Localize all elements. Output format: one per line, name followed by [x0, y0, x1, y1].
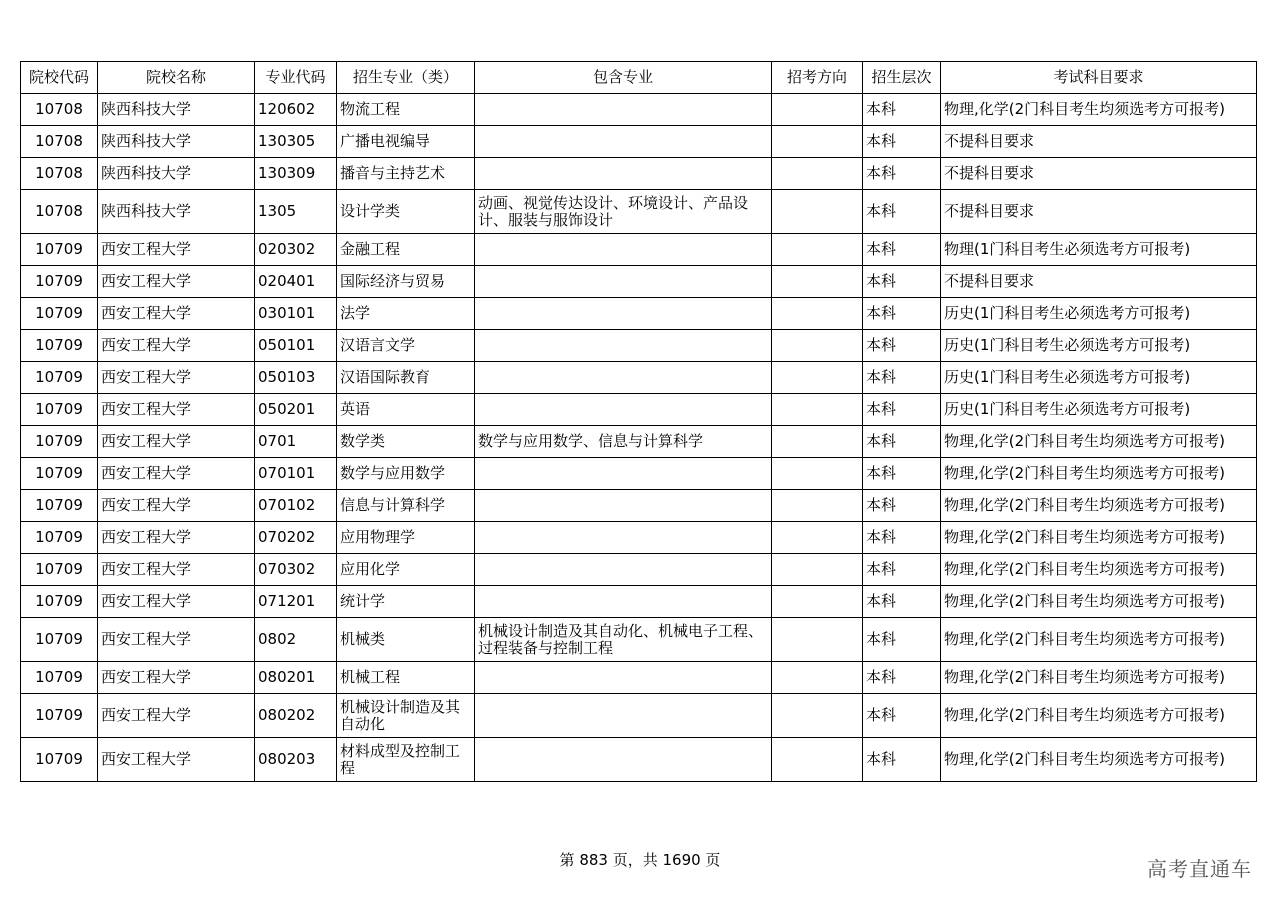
cell-included-majors [475, 490, 772, 522]
cell-subject-requirement: 物理,化学(2门科目考生均须选考方可报考) [941, 586, 1257, 618]
table-row [21, 94, 1257, 126]
cell-subject-requirement: 物理,化学(2门科目考生均须选考方可报考) [941, 426, 1257, 458]
cell-subject-requirement: 历史(1门科目考生必须选考方可报考) [941, 330, 1257, 362]
cell-school-name: 西安工程大学 [98, 426, 255, 458]
header-included-majors: 包含专业 [475, 62, 772, 94]
cell-included-majors: 机械设计制造及其自动化、机械电子工程、过程装备与控制工程 [475, 618, 772, 662]
cell-major-code: 050201 [255, 394, 337, 426]
cell-level: 本科 [863, 694, 941, 738]
cell-school-name: 西安工程大学 [98, 738, 255, 782]
cell-school-name: 西安工程大学 [98, 266, 255, 298]
cell-level: 本科 [863, 158, 941, 190]
cell-level: 本科 [863, 190, 941, 234]
cell-school-name: 西安工程大学 [98, 490, 255, 522]
cell-level: 本科 [863, 362, 941, 394]
cell-major: 机械设计制造及其自动化 [337, 694, 475, 738]
cell-included-majors [475, 738, 772, 782]
cell-level: 本科 [863, 490, 941, 522]
cell-major: 广播电视编导 [337, 126, 475, 158]
cell-school-name: 西安工程大学 [98, 586, 255, 618]
cell-major: 汉语国际教育 [337, 362, 475, 394]
table-row [21, 190, 1257, 234]
cell-school-code: 10709 [21, 362, 98, 394]
cell-direction [772, 266, 863, 298]
cell-school-code: 10709 [21, 394, 98, 426]
cell-included-majors: 动画、视觉传达设计、环境设计、产品设计、服装与服饰设计 [475, 190, 772, 234]
cell-included-majors: 数学与应用数学、信息与计算科学 [475, 426, 772, 458]
cell-level: 本科 [863, 298, 941, 330]
cell-direction [772, 618, 863, 662]
cell-subject-requirement: 历史(1门科目考生必须选考方可报考) [941, 394, 1257, 426]
cell-included-majors [475, 266, 772, 298]
cell-school-code: 10709 [21, 266, 98, 298]
cell-major: 汉语言文学 [337, 330, 475, 362]
cell-major: 应用物理学 [337, 522, 475, 554]
table-row [21, 586, 1257, 618]
cell-direction [772, 738, 863, 782]
cell-direction [772, 394, 863, 426]
cell-subject-requirement: 物理,化学(2门科目考生均须选考方可报考) [941, 554, 1257, 586]
cell-major-code: 0802 [255, 618, 337, 662]
cell-school-code: 10709 [21, 234, 98, 266]
cell-level: 本科 [863, 522, 941, 554]
cell-direction [772, 158, 863, 190]
cell-included-majors [475, 126, 772, 158]
cell-major: 信息与计算科学 [337, 490, 475, 522]
cell-subject-requirement: 不提科目要求 [941, 266, 1257, 298]
cell-major-code: 080203 [255, 738, 337, 782]
table-row [21, 694, 1257, 738]
cell-major: 英语 [337, 394, 475, 426]
table-row [21, 426, 1257, 458]
cell-major: 物流工程 [337, 94, 475, 126]
table-row [21, 330, 1257, 362]
cell-major-code: 1305 [255, 190, 337, 234]
header-school-name: 院校名称 [98, 62, 255, 94]
cell-major-code: 070102 [255, 490, 337, 522]
cell-direction [772, 126, 863, 158]
table-body [21, 94, 1257, 782]
cell-school-name: 西安工程大学 [98, 618, 255, 662]
cell-level: 本科 [863, 234, 941, 266]
header-major-code: 专业代码 [255, 62, 337, 94]
cell-major: 应用化学 [337, 554, 475, 586]
cell-subject-requirement: 物理,化学(2门科目考生均须选考方可报考) [941, 738, 1257, 782]
cell-level: 本科 [863, 618, 941, 662]
cell-subject-requirement: 物理,化学(2门科目考生均须选考方可报考) [941, 490, 1257, 522]
cell-included-majors [475, 298, 772, 330]
cell-direction [772, 522, 863, 554]
table-row [21, 738, 1257, 782]
cell-major-code: 130305 [255, 126, 337, 158]
table-row [21, 554, 1257, 586]
table-row [21, 394, 1257, 426]
cell-included-majors [475, 458, 772, 490]
cell-level: 本科 [863, 394, 941, 426]
cell-subject-requirement: 物理,化学(2门科目考生均须选考方可报考) [941, 694, 1257, 738]
cell-major: 机械工程 [337, 662, 475, 694]
cell-direction [772, 458, 863, 490]
cell-direction [772, 330, 863, 362]
cell-school-code: 10709 [21, 694, 98, 738]
cell-school-code: 10709 [21, 554, 98, 586]
cell-school-code: 10709 [21, 298, 98, 330]
cell-school-code: 10709 [21, 738, 98, 782]
cell-direction [772, 362, 863, 394]
cell-direction [772, 694, 863, 738]
cell-school-name: 陕西科技大学 [98, 158, 255, 190]
cell-direction [772, 94, 863, 126]
cell-major: 数学类 [337, 426, 475, 458]
cell-level: 本科 [863, 458, 941, 490]
cell-subject-requirement: 历史(1门科目考生必须选考方可报考) [941, 298, 1257, 330]
header-direction: 招考方向 [772, 62, 863, 94]
cell-major: 法学 [337, 298, 475, 330]
cell-major: 播音与主持艺术 [337, 158, 475, 190]
cell-major-code: 020302 [255, 234, 337, 266]
cell-level: 本科 [863, 330, 941, 362]
cell-level: 本科 [863, 94, 941, 126]
cell-major-code: 070302 [255, 554, 337, 586]
cell-included-majors [475, 94, 772, 126]
table-row [21, 618, 1257, 662]
cell-school-name: 西安工程大学 [98, 298, 255, 330]
table-header-row [21, 62, 1257, 94]
cell-subject-requirement: 物理,化学(2门科目考生均须选考方可报考) [941, 522, 1257, 554]
cell-school-name: 西安工程大学 [98, 694, 255, 738]
cell-school-name: 西安工程大学 [98, 554, 255, 586]
cell-included-majors [475, 522, 772, 554]
cell-subject-requirement: 物理,化学(2门科目考生均须选考方可报考) [941, 458, 1257, 490]
cell-major-code: 0701 [255, 426, 337, 458]
cell-school-code: 10709 [21, 522, 98, 554]
cell-school-code: 10709 [21, 618, 98, 662]
cell-school-name: 西安工程大学 [98, 662, 255, 694]
cell-major-code: 070101 [255, 458, 337, 490]
table-row [21, 126, 1257, 158]
cell-major: 国际经济与贸易 [337, 266, 475, 298]
cell-school-code: 10709 [21, 330, 98, 362]
cell-subject-requirement: 不提科目要求 [941, 158, 1257, 190]
cell-level: 本科 [863, 738, 941, 782]
cell-school-name: 西安工程大学 [98, 458, 255, 490]
header-level: 招生层次 [863, 62, 941, 94]
cell-major-code: 120602 [255, 94, 337, 126]
cell-direction [772, 190, 863, 234]
table-row [21, 234, 1257, 266]
page-number: 第 883 页，共 1690 页 [559, 851, 721, 869]
cell-major: 统计学 [337, 586, 475, 618]
cell-level: 本科 [863, 126, 941, 158]
cell-major: 设计学类 [337, 190, 475, 234]
cell-major-code: 080202 [255, 694, 337, 738]
cell-direction [772, 490, 863, 522]
cell-subject-requirement: 历史(1门科目考生必须选考方可报考) [941, 362, 1257, 394]
cell-school-name: 陕西科技大学 [98, 94, 255, 126]
header-major: 招生专业（类） [337, 62, 475, 94]
cell-subject-requirement: 物理(1门科目考生必须选考方可报考) [941, 234, 1257, 266]
cell-included-majors [475, 394, 772, 426]
cell-major-code: 130309 [255, 158, 337, 190]
cell-included-majors [475, 662, 772, 694]
cell-school-code: 10708 [21, 126, 98, 158]
cell-subject-requirement: 不提科目要求 [941, 190, 1257, 234]
cell-school-name: 陕西科技大学 [98, 126, 255, 158]
cell-included-majors [475, 586, 772, 618]
cell-included-majors [475, 330, 772, 362]
cell-school-code: 10709 [21, 458, 98, 490]
cell-major-code: 080201 [255, 662, 337, 694]
header-subject-requirement: 考试科目要求 [941, 62, 1257, 94]
cell-school-code: 10708 [21, 158, 98, 190]
cell-school-name: 西安工程大学 [98, 330, 255, 362]
cell-school-code: 10709 [21, 662, 98, 694]
cell-subject-requirement: 物理,化学(2门科目考生均须选考方可报考) [941, 94, 1257, 126]
cell-school-name: 西安工程大学 [98, 362, 255, 394]
cell-subject-requirement: 物理,化学(2门科目考生均须选考方可报考) [941, 662, 1257, 694]
table-row [21, 458, 1257, 490]
cell-subject-requirement: 物理,化学(2门科目考生均须选考方可报考) [941, 618, 1257, 662]
table-row [21, 662, 1257, 694]
cell-included-majors [475, 234, 772, 266]
cell-included-majors [475, 158, 772, 190]
cell-direction [772, 586, 863, 618]
cell-major-code: 071201 [255, 586, 337, 618]
cell-major: 金融工程 [337, 234, 475, 266]
header-school-code: 院校代码 [21, 62, 98, 94]
cell-major: 机械类 [337, 618, 475, 662]
cell-level: 本科 [863, 662, 941, 694]
cell-level: 本科 [863, 266, 941, 298]
table-row [21, 298, 1257, 330]
cell-school-name: 西安工程大学 [98, 522, 255, 554]
cell-direction [772, 234, 863, 266]
table-row [21, 266, 1257, 298]
cell-major-code: 030101 [255, 298, 337, 330]
watermark-logo-text: 高考直通车 [1147, 857, 1252, 881]
table-row [21, 522, 1257, 554]
cell-level: 本科 [863, 554, 941, 586]
cell-major: 材料成型及控制工程 [337, 738, 475, 782]
cell-level: 本科 [863, 586, 941, 618]
cell-major-code: 070202 [255, 522, 337, 554]
cell-major: 数学与应用数学 [337, 458, 475, 490]
table-row [21, 158, 1257, 190]
cell-direction [772, 298, 863, 330]
table-row [21, 490, 1257, 522]
cell-school-code: 10709 [21, 426, 98, 458]
admission-table [20, 61, 1257, 782]
cell-school-code: 10709 [21, 490, 98, 522]
cell-direction [772, 662, 863, 694]
cell-school-name: 西安工程大学 [98, 394, 255, 426]
cell-school-name: 西安工程大学 [98, 234, 255, 266]
cell-school-name: 陕西科技大学 [98, 190, 255, 234]
cell-school-code: 10708 [21, 94, 98, 126]
cell-direction [772, 554, 863, 586]
cell-direction [772, 426, 863, 458]
table-row [21, 362, 1257, 394]
cell-subject-requirement: 不提科目要求 [941, 126, 1257, 158]
cell-major-code: 020401 [255, 266, 337, 298]
cell-level: 本科 [863, 426, 941, 458]
cell-included-majors [475, 554, 772, 586]
cell-school-code: 10709 [21, 586, 98, 618]
cell-major-code: 050103 [255, 362, 337, 394]
cell-major-code: 050101 [255, 330, 337, 362]
cell-school-code: 10708 [21, 190, 98, 234]
cell-included-majors [475, 362, 772, 394]
cell-included-majors [475, 694, 772, 738]
